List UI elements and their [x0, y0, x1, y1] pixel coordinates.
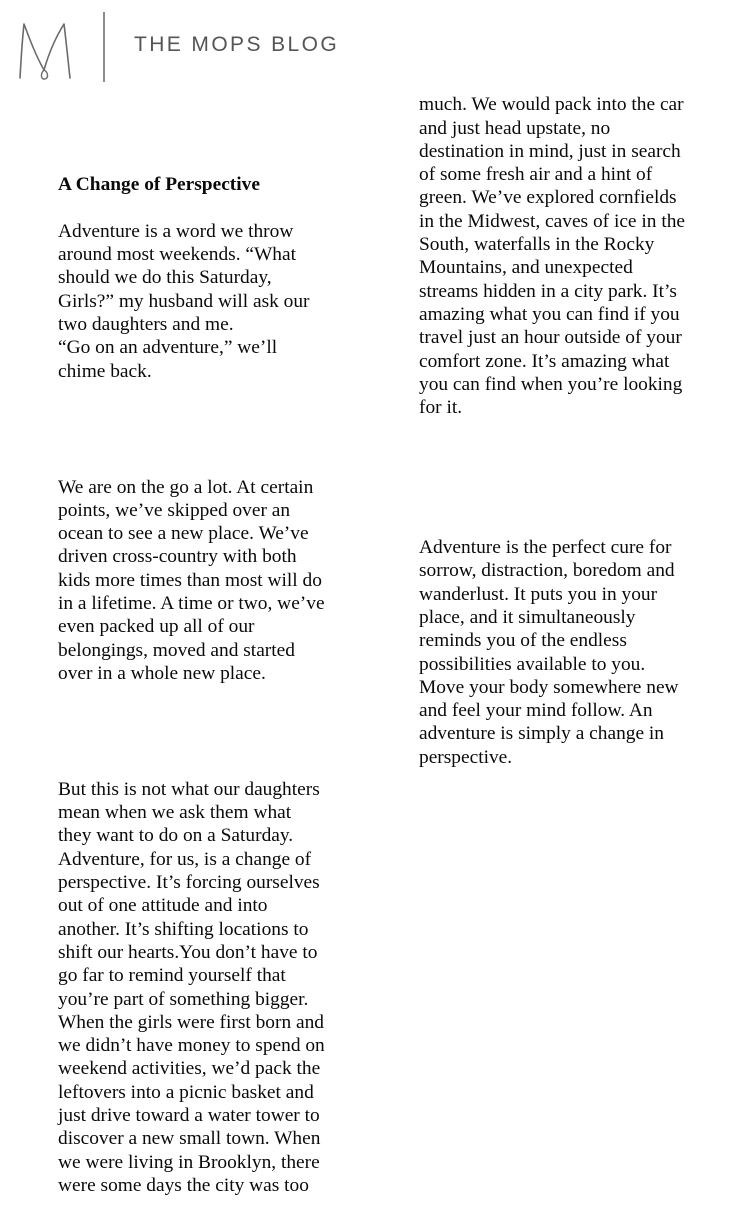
article-title: A Change of Perspective: [58, 174, 260, 196]
header-divider: [103, 12, 105, 82]
article-paragraph: But this is not what our daughters mean when we ask them what they want to do on a Saturday. Adventure, for us, is a change of perspective. It’s forcing ourselves out of one attitude and into another. It’s shifting locations to shift our hearts.You don’t have to go far to remind yourself that you’re part of something bigger. When the girls were first born and we didn’t have money to spend on weekend activities, we’d pack the leftovers into a picnic basket and just drive toward a water tower to discover a new small town. When we were living in Brooklyn, there were some days the city was too: [58, 778, 325, 1196]
blog-brand-name[interactable]: THE MOPS BLOG: [134, 33, 340, 56]
mops-logo-icon[interactable]: [16, 16, 74, 82]
paragraph-spacer: [58, 709, 368, 755]
article-paragraph: We are on the go a lot. At certain points, we’ve skipped over an ocean to see a new place. We’ve driven cross-country with both kids more times than most will do in a lifetime. A time or two, we’ve even packed up all of our belongings, moved and started over in a whole new place.: [58, 476, 325, 684]
article-left-column: [58, 150, 368, 1220]
article-paragraph: much. We would pack into the car and just head upstate, no destination in mind, just in search of some fresh air and a hint of green. We’ve explored cornfields in the Midwest, caves of ice in the South, waterfalls in the Rocky Mountains, and unexpected streams hidden in a city park. It’s amazing what you can find if you travel just an hour outside of your comfort zone. It’s amazing what you can find when you’re looking for it.: [419, 94, 686, 419]
article-paragraph: Adventure is a word we throw around most weekends. “What should we do this Saturday, Girls?” my husband will ask our two daughters and me. “Go on an adventure,” we’ll chime back.: [58, 220, 310, 382]
paragraph-spacer: [58, 406, 368, 452]
article-paragraph: Adventure is the perfect cure for sorrow, distraction, boredom and wanderlust. It puts you in your place, and it simultaneously reminds you of the endless possibilities available to you. Move your body somewhere new and feel your mind follow. An adventure is simply a change in perspective.: [419, 537, 679, 768]
article-right-column: [419, 70, 729, 792]
paragraph-spacer: [419, 443, 729, 513]
